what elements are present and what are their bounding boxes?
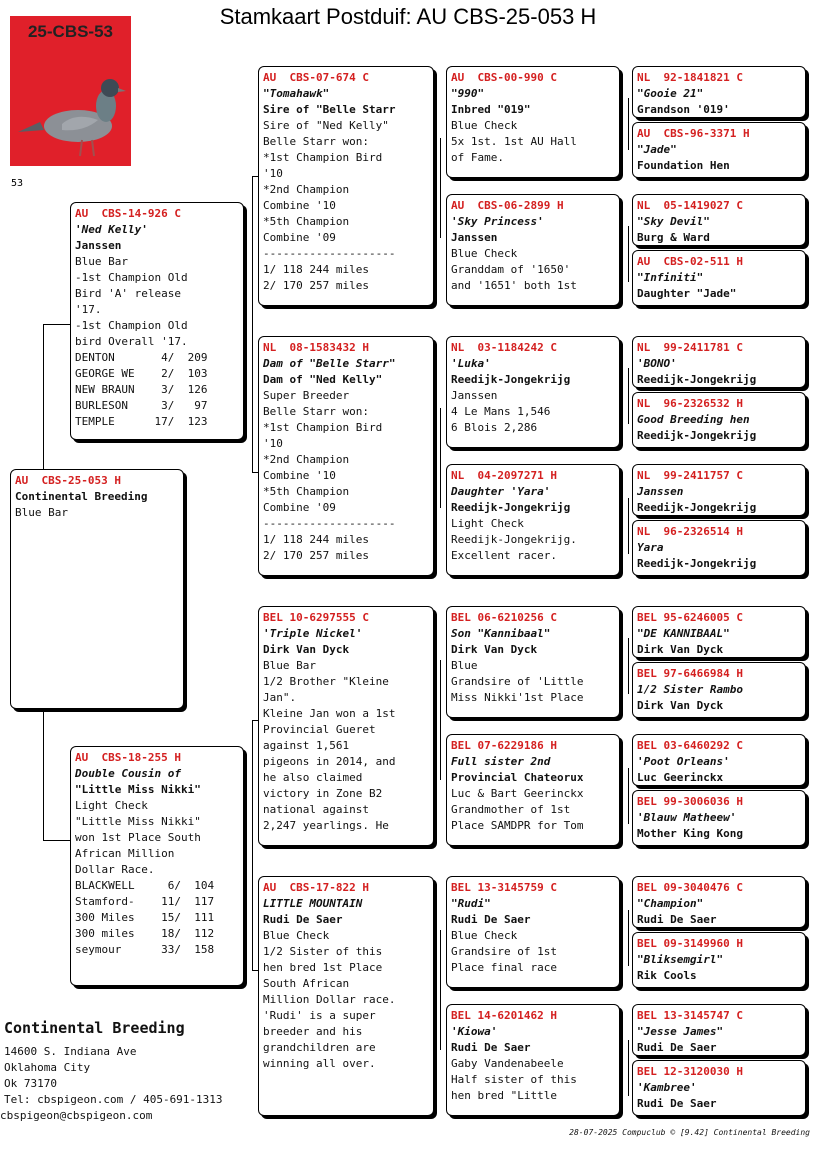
ring-number: NL 05-1419027 C	[637, 199, 743, 212]
ring-number: BEL 14-6201462 H	[451, 1009, 557, 1022]
card-line: Grandsire of 1st	[451, 945, 557, 958]
card-line: Light Check	[451, 517, 524, 530]
pigeon-card-ggp-5[interactable]	[446, 606, 620, 718]
ring-number: AU CBS-18-255 H	[75, 751, 181, 764]
card-line: Janssen	[451, 389, 498, 402]
ring-number: NL 99-2411781 C	[637, 341, 743, 354]
pigeon-card-ggp-7[interactable]	[446, 876, 620, 988]
ring-number: NL 96-2326532 H	[637, 397, 743, 410]
card-line: Stamford- 11/ 117	[75, 895, 215, 908]
card-line: Blue Check	[451, 929, 518, 942]
connector	[440, 660, 441, 780]
card-line: LITTLE MOUNTAIN	[263, 897, 363, 910]
card-line: Rudi De Saer	[451, 913, 531, 926]
pigeon-card-ggp-1[interactable]	[446, 66, 620, 178]
card-line: 1/2 Sister Rambo	[637, 683, 743, 696]
pigeon-card-gggp-11[interactable]	[632, 734, 806, 786]
card-line: Rudi De Saer	[263, 913, 343, 926]
card-line: TEMPLE 17/ 123	[75, 415, 208, 428]
pigeon-card-gggp-7[interactable]	[632, 464, 806, 516]
card-line: Luc & Bart Geerinckx	[451, 787, 584, 800]
pigeon-card-gggp-2[interactable]	[632, 122, 806, 178]
connector	[628, 226, 629, 282]
card-line: Full sister 2nd	[451, 755, 551, 768]
ring-number: BEL 09-3040476 C	[637, 881, 743, 894]
card-line: hen bred "Little	[451, 1089, 557, 1102]
card-line: Light Check	[75, 799, 148, 812]
card-line: Blue	[451, 659, 478, 672]
card-line: *2nd Champion	[263, 183, 350, 196]
breeder-email: cbspigeon@cbspigeon.com	[0, 1109, 153, 1122]
card-line: Half sister of this	[451, 1073, 577, 1086]
card-line: Dam of "Belle Starr"	[263, 357, 396, 370]
pigeon-card-mother[interactable]	[70, 746, 244, 986]
card-line: won 1st Place South	[75, 831, 201, 844]
connector	[628, 98, 629, 150]
ring-number: AU CBS-06-2899 H	[451, 199, 564, 212]
ring-number: AU CBS-00-990 C	[451, 71, 557, 84]
breeder-address: 14600 S. Indiana Ave	[4, 1045, 137, 1058]
card-line: Rudi De Saer	[451, 1041, 531, 1054]
card-line: Kleine Jan won a 1st	[263, 707, 396, 720]
card-line: Janssen	[451, 231, 498, 244]
card-line: Inbred "019"	[451, 103, 531, 116]
card-line: Provincial Chateorux	[451, 771, 584, 784]
card-line: Jan".	[263, 691, 297, 704]
card-line: Daughter "Jade"	[637, 287, 737, 300]
ring-number: NL 04-2097271 H	[451, 469, 557, 482]
card-line: --------------------	[263, 517, 396, 530]
connector	[440, 138, 441, 238]
photo-number: 53	[11, 178, 24, 189]
card-line: Reedijk-Jongekrijg	[451, 501, 571, 514]
connector	[628, 498, 629, 554]
card-line: Mother King Kong	[637, 827, 743, 840]
pigeon-card-grandsire-paternal[interactable]	[258, 66, 434, 306]
card-line: Reedijk-Jongekrijg	[637, 429, 757, 442]
card-line: "Bliksemgirl"	[637, 953, 724, 966]
card-line: Grandmother of 1st	[451, 803, 571, 816]
card-line: Sire of "Ned Kelly"	[263, 119, 389, 132]
card-line: "Champion"	[637, 897, 704, 910]
ring-number: BEL 12-3120030 H	[637, 1065, 743, 1078]
pigeon-card-gggp-6[interactable]	[632, 392, 806, 448]
card-line: --------------------	[263, 247, 396, 260]
breeder-name: Continental Breeding	[4, 1019, 185, 1037]
card-line: Dam of "Ned Kelly"	[263, 373, 383, 386]
card-line: '10	[263, 167, 283, 180]
connector	[43, 324, 44, 470]
card-line: bird Overall '17.	[75, 335, 188, 348]
card-line: Janssen	[75, 239, 122, 252]
card-line: Rudi De Saer	[637, 913, 717, 926]
card-line: BURLESON 3/ 97	[75, 399, 208, 412]
connector	[628, 638, 629, 694]
card-line: Rudi De Saer	[637, 1097, 717, 1110]
card-line: of Fame.	[451, 151, 504, 164]
card-line: Combine '09	[263, 501, 336, 514]
pigeon-card-ggp-4[interactable]	[446, 464, 620, 576]
card-line: Gaby Vandenabeele	[451, 1057, 564, 1070]
ring-number: AU CBS-17-822 H	[263, 881, 369, 894]
card-line: Continental Breeding	[15, 490, 148, 503]
card-line: against 1,561	[263, 739, 350, 752]
card-line: he also claimed	[263, 771, 363, 784]
pigeon-photo	[10, 16, 131, 166]
pigeon-card-subject[interactable]	[10, 469, 184, 709]
connector	[252, 176, 253, 472]
card-line: 6 Blois 2,286	[451, 421, 538, 434]
card-line: Reedijk-Jongekrijg.	[451, 533, 577, 546]
pigeon-card-gggp-10[interactable]	[632, 662, 806, 718]
card-line: "990"	[451, 87, 485, 100]
ring-number: BEL 07-6229186 H	[451, 739, 557, 752]
card-line: GEORGE WE 2/ 103	[75, 367, 208, 380]
pigeon-card-gggp-8[interactable]	[632, 520, 806, 576]
card-line: 2/ 170 257 miles	[263, 279, 369, 292]
pigeon-card-father[interactable]	[70, 202, 244, 440]
ring-number: AU CBS-14-926 C	[75, 207, 181, 220]
connector	[43, 840, 71, 841]
card-line: "DE KANNIBAAL"	[637, 627, 730, 640]
card-line: *1st Champion Bird	[263, 151, 383, 164]
connector	[628, 1040, 629, 1096]
card-line: "Gooie 21"	[637, 87, 704, 100]
connector	[628, 768, 629, 824]
card-line: Belle Starr won:	[263, 405, 369, 418]
card-line: Burg & Ward	[637, 231, 710, 244]
card-line: 300 Miles 15/ 111	[75, 911, 215, 924]
card-line: Sire of "Belle Starr	[263, 103, 396, 116]
card-line: NEW BRAUN 3/ 126	[75, 383, 208, 396]
card-line: 2/ 170 257 miles	[263, 549, 369, 562]
card-line: pigeons in 2014, and	[263, 755, 396, 768]
card-line: BLACKWELL 6/ 104	[75, 879, 215, 892]
card-line: Janssen	[637, 485, 684, 498]
card-line: '10	[263, 437, 283, 450]
ring-number: BEL 97-6466984 H	[637, 667, 743, 680]
pigeon-card-gggp-14[interactable]	[632, 932, 806, 988]
pigeon-card-gggp-5[interactable]	[632, 336, 806, 388]
card-line: Foundation Hen	[637, 159, 730, 172]
card-line: Grandsire of 'Little	[451, 675, 584, 688]
card-line: -1st Champion Old	[75, 319, 188, 332]
card-line: Dollar Race.	[75, 863, 155, 876]
card-line: victory in Zone B2	[263, 787, 383, 800]
breeder-contact: Tel: cbspigeon.com / 405-691-1313	[4, 1093, 223, 1106]
card-line: "Jesse James"	[637, 1025, 724, 1038]
breeder-city: Oklahoma City	[4, 1061, 91, 1074]
pigeon-card-gggp-1[interactable]	[632, 66, 806, 118]
connector	[440, 930, 441, 1050]
card-line: 'Triple Nickel'	[263, 627, 363, 640]
card-line: 'Poot Orleans'	[637, 755, 730, 768]
card-line: Blue Bar	[75, 255, 128, 268]
pigeon-card-gggp-9[interactable]	[632, 606, 806, 658]
card-line: Good Breeding hen	[637, 413, 750, 426]
card-line: "Infiniti"	[637, 271, 704, 284]
ring-number: BEL 13-3145747 C	[637, 1009, 743, 1022]
connector	[440, 408, 441, 508]
card-line: 1/ 118 244 miles	[263, 533, 369, 546]
card-line: DENTON 4/ 209	[75, 351, 208, 364]
card-line: breeder and his	[263, 1025, 363, 1038]
connector	[43, 324, 71, 325]
ring-number: NL 99-2411757 C	[637, 469, 743, 482]
card-line: Blue Check	[451, 119, 518, 132]
card-line: African Million	[75, 847, 175, 860]
card-line: Combine '10	[263, 469, 336, 482]
card-line: Reedijk-Jongekrijg	[637, 373, 757, 386]
card-line: "Little Miss Nikki"	[75, 815, 201, 828]
card-line: hen bred 1st Place	[263, 961, 383, 974]
ring-number: NL 92-1841821 C	[637, 71, 743, 84]
pigeon-card-granddam-paternal[interactable]	[258, 336, 434, 576]
card-line: *5th Champion	[263, 215, 350, 228]
card-line: Blue Check	[451, 247, 518, 260]
card-line: Luc Geerinckx	[637, 771, 724, 784]
card-line: national against	[263, 803, 369, 816]
connector	[628, 910, 629, 966]
card-line: 1/2 Sister of this	[263, 945, 383, 958]
card-line: and '1651' both 1st	[451, 279, 577, 292]
card-line: Excellent racer.	[451, 549, 557, 562]
ring-number: BEL 99-3006036 H	[637, 795, 743, 808]
ring-number: NL 03-1184242 C	[451, 341, 557, 354]
pigeon-card-gggp-15[interactable]	[632, 1004, 806, 1056]
pigeon-card-gggp-3[interactable]	[632, 194, 806, 246]
card-line: 300 miles 18/ 112	[75, 927, 215, 940]
card-line: 'Blauw Matheew'	[637, 811, 737, 824]
card-line: Super Breeder	[263, 389, 350, 402]
card-line: "Little Miss Nikki"	[75, 783, 201, 796]
card-line: "Rudi"	[451, 897, 491, 910]
pigeon-image	[10, 54, 131, 166]
card-line: Granddam of '1650'	[451, 263, 571, 276]
card-line: 1/ 118 244 miles	[263, 263, 369, 276]
card-line: *1st Champion Bird	[263, 421, 383, 434]
pigeon-card-ggp-8[interactable]	[446, 1004, 620, 1116]
card-line: Dirk Van Dyck	[637, 643, 724, 656]
connector	[628, 368, 629, 424]
ring-number: BEL 09-3149960 H	[637, 937, 743, 950]
ring-number: BEL 13-3145759 C	[451, 881, 557, 894]
photo-label: 25-CBS-53	[27, 22, 114, 41]
ring-number: AU CBS-25-053 H	[15, 474, 121, 487]
card-line: "Sky Devil"	[637, 215, 710, 228]
pigeon-card-gggp-4[interactable]	[632, 250, 806, 306]
card-line: South African	[263, 977, 350, 990]
card-line: Dirk Van Dyck	[451, 643, 538, 656]
card-line: -1st Champion Old	[75, 271, 188, 284]
ring-number: BEL 10-6297555 C	[263, 611, 369, 624]
ring-number: AU CBS-96-3371 H	[637, 127, 750, 140]
card-line: Rik Cools	[637, 969, 697, 982]
card-line: '17.	[75, 303, 102, 316]
card-line: Million Dollar race.	[263, 993, 396, 1006]
card-line: 2,247 yearlings. He	[263, 819, 389, 832]
card-line: Rudi De Saer	[637, 1041, 717, 1054]
ring-number: NL 96-2326514 H	[637, 525, 743, 538]
pigeon-card-gggp-16[interactable]	[632, 1060, 806, 1116]
ring-number: NL 08-1583432 H	[263, 341, 369, 354]
card-line: Place SAMDPR for Tom	[451, 819, 584, 832]
card-line: Reedijk-Jongekrijg	[637, 557, 757, 570]
card-line: 5x 1st. 1st AU Hall	[451, 135, 577, 148]
pigeon-card-granddam-maternal[interactable]	[258, 876, 434, 1116]
card-line: Provincial Gueret	[263, 723, 376, 736]
card-line: "Tomahawk"	[263, 87, 330, 100]
card-line: *5th Champion	[263, 485, 350, 498]
pigeon-card-ggp-3[interactable]	[446, 336, 620, 448]
card-line: Miss Nikki'1st Place	[451, 691, 584, 704]
card-line: 'Kiowa'	[451, 1025, 498, 1038]
card-line: 'BONO'	[637, 357, 677, 370]
card-line: 1/2 Brother "Kleine	[263, 675, 389, 688]
card-line: grandchildren are	[263, 1041, 376, 1054]
pigeon-card-ggp-6[interactable]	[446, 734, 620, 846]
card-line: Blue Check	[263, 929, 330, 942]
card-line: 'Luka'	[451, 357, 491, 370]
card-line: Combine '09	[263, 231, 336, 244]
card-line: seymour 33/ 158	[75, 943, 215, 956]
card-line: "Jade"	[637, 143, 677, 156]
card-line: Daughter 'Yara'	[451, 485, 551, 498]
pigeon-card-gggp-13[interactable]	[632, 876, 806, 928]
card-line: 'Sky Princess'	[451, 215, 544, 228]
card-line: Bird 'A' release	[75, 287, 181, 300]
breeder-info	[0, 1018, 223, 1124]
ring-number: AU CBS-07-674 C	[263, 71, 369, 84]
card-line: Grandson '019'	[637, 103, 730, 116]
card-line: 'Rudi' is a super	[263, 1009, 376, 1022]
page-title: Stamkaart Postduif: AU CBS-25-053 H	[219, 4, 597, 29]
card-line: Reedijk-Jongekrijg	[451, 373, 571, 386]
card-line: Blue Bar	[263, 659, 316, 672]
pigeon-card-grandsire-maternal[interactable]	[258, 606, 434, 846]
ring-number: AU CBS-02-511 H	[637, 255, 743, 268]
card-line: Dirk Van Dyck	[637, 699, 724, 712]
pigeon-card-gggp-12[interactable]	[632, 790, 806, 846]
connector	[43, 712, 44, 840]
ring-number: BEL 06-6210256 C	[451, 611, 557, 624]
card-line: 'Ned Kelly'	[75, 223, 148, 236]
card-line: *2nd Champion	[263, 453, 350, 466]
card-line: Belle Starr won:	[263, 135, 369, 148]
card-line: Yara	[637, 541, 664, 554]
footer: 28-07-2025 Compuclub © [9.42] Continental Breeding	[569, 1128, 810, 1137]
ring-number: BEL 95-6246005 C	[637, 611, 743, 624]
pigeon-card-ggp-2[interactable]	[446, 194, 620, 306]
card-line: 4 Le Mans 1,546	[451, 405, 551, 418]
connector	[252, 720, 253, 970]
ring-number: BEL 03-6460292 C	[637, 739, 743, 752]
card-line: Son "Kannibaal"	[451, 627, 551, 640]
card-line: Place final race	[451, 961, 557, 974]
card-line: Double Cousin of	[75, 767, 181, 780]
card-line: Combine '10	[263, 199, 336, 212]
card-line: winning all over.	[263, 1057, 376, 1070]
card-line: Reedijk-Jongekrijg	[637, 501, 757, 514]
card-line: Dirk Van Dyck	[263, 643, 350, 656]
card-line: Blue Bar	[15, 506, 68, 519]
card-line: 'Kambree'	[637, 1081, 697, 1094]
breeder-zip: Ok 73170	[4, 1077, 57, 1090]
